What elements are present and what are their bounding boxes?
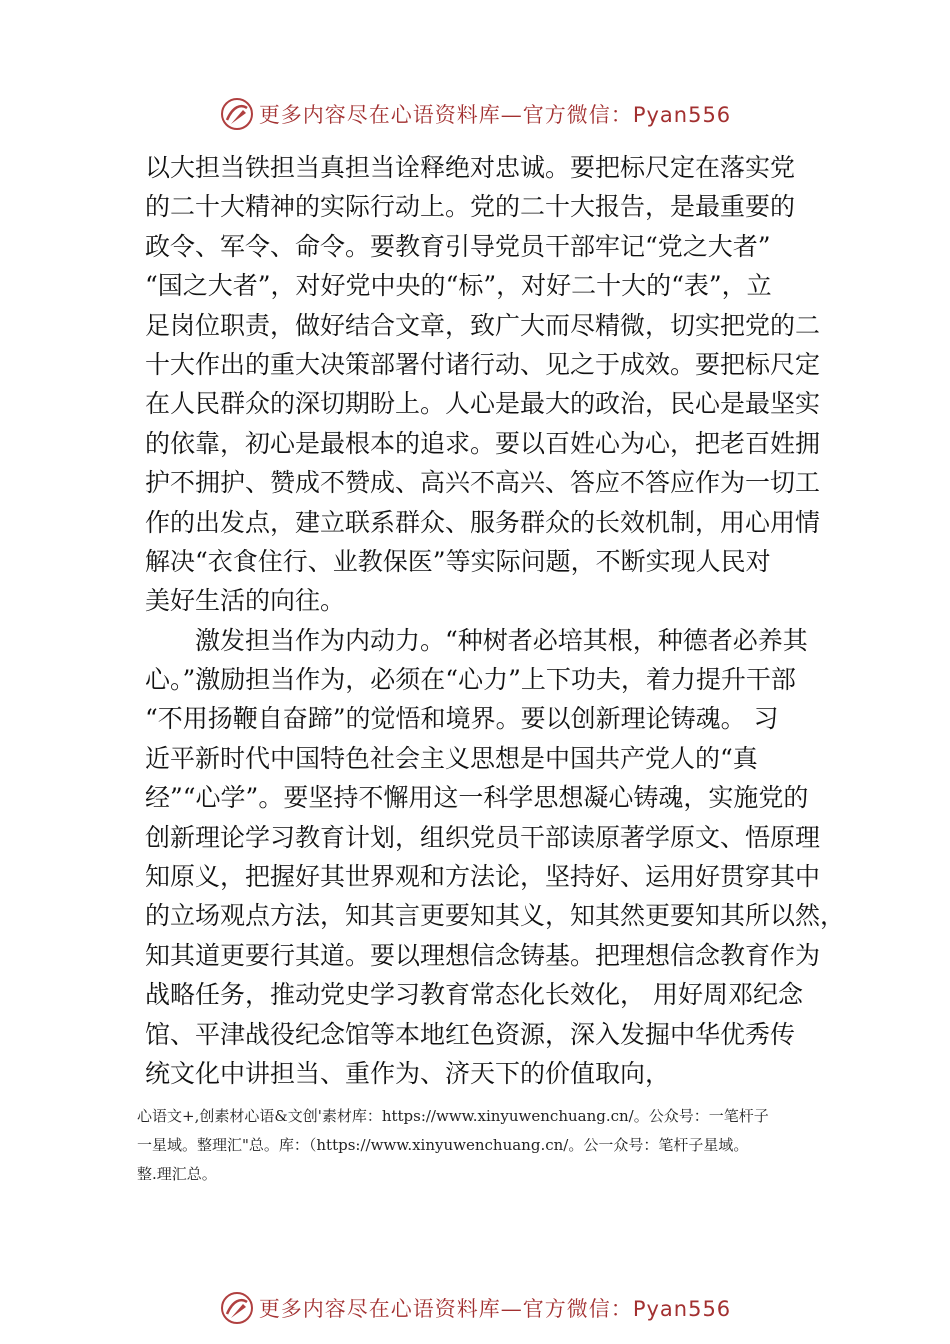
text-line: 激发担当作为内动力。“种树者必培其根，种德者必养其 bbox=[145, 625, 808, 655]
source-footer bbox=[137, 1102, 837, 1189]
text-line: 解决“衣食住行、业教保医”等实际问题，不断实现人民对 bbox=[145, 546, 771, 576]
text-line: “国之大者”，对好党中央的“标”，对好二十大的“表”，立 bbox=[145, 271, 772, 301]
text-line: “不用扬鞭自奋蹄”的觉悟和境界。要以创新理论铸魂。 习 bbox=[145, 704, 779, 734]
text-line: 美好生活的向往。 bbox=[145, 586, 346, 616]
text-line: 政令、军令、命令。要教育引导党员干部牢记“党之大者” bbox=[145, 231, 771, 261]
text-line: 足岗位职责，做好结合文章，致广大而尽精微，切实把党的二 bbox=[145, 310, 821, 340]
text-line: 知其道更要行其道。要以理想信念铸基。把理想信念教育作为 bbox=[145, 940, 821, 970]
text-line: 的二十大精神的实际行动上。党的二十大报告，是最重要的 bbox=[145, 192, 796, 222]
logo-icon bbox=[219, 96, 255, 132]
text-line: 心。”激励担当作为，必须在“心力”上下功夫，着力提升干部 bbox=[145, 665, 796, 695]
banner-label: 更多内容尽在心语资料库—官方微信： bbox=[258, 103, 633, 127]
text-line: 知原义，把握好其世界观和方法论，坚持好、运用好贯穿其中 bbox=[145, 862, 821, 892]
wechat-id: Pyan556 bbox=[632, 103, 732, 127]
text-line: 的依靠，初心是最根本的追求。要以百姓心为心，把老百姓拥 bbox=[145, 428, 821, 458]
text-line: 的立场观点方法，知其言更要知其义，知其然更要知其所以然， bbox=[145, 901, 846, 931]
text-line: 统文化中讲担当、重作为、济天下的价值取向， bbox=[145, 1058, 671, 1088]
text-line: 十大作出的重大决策部署付诸行动、见之于成效。要把标尺定 bbox=[145, 349, 821, 379]
footer-line: 一星域。整理汇"总。库：（https://www.xinyuwenchuang.cn/。公一众号：笔杆子星域。 bbox=[137, 1136, 749, 1154]
footer-line: 整.理汇总。 bbox=[137, 1165, 217, 1183]
footer-line: 心语文+,创素材心语&文创'素材库：https://www.xinyuwenchuang.cn/。公众号：一笔杆子 bbox=[137, 1107, 769, 1125]
text-line: 战略任务，推动党史学习教育常态化长效化， 用好周邓纪念 bbox=[145, 980, 803, 1010]
wechat-id: Pyan556 bbox=[632, 1297, 732, 1321]
banner-text bbox=[259, 1293, 731, 1323]
article-body bbox=[145, 148, 846, 1093]
header-banner bbox=[0, 94, 950, 134]
bottom-banner bbox=[0, 1288, 950, 1328]
text-line: 作的出发点，建立联系群众、服务群众的长效机制，用心用情 bbox=[145, 507, 821, 537]
text-line: 护不拥护、赞成不赞成、高兴不高兴、答应不答应作为一切工 bbox=[145, 468, 821, 498]
text-line: 经”“心学”。要坚持不懈用这一科学思想凝心铸魂，实施党的 bbox=[145, 783, 809, 813]
logo-icon bbox=[219, 1290, 255, 1326]
text-line: 创新理论学习教育计划，组织党员干部读原著学原文、悟原理 bbox=[145, 822, 821, 852]
text-line: 在人民群众的深切期盼上。人心是最大的政治，民心是最坚实 bbox=[145, 389, 821, 419]
banner-text bbox=[259, 99, 731, 129]
text-line: 以大担当铁担当真担当诠释绝对忠诚。要把标尺定在落实党 bbox=[145, 153, 796, 182]
banner-label: 更多内容尽在心语资料库—官方微信： bbox=[258, 1297, 633, 1321]
text-line: 馆、平津战役纪念馆等本地红色资源，深入发掘中华优秀传 bbox=[145, 1019, 796, 1049]
text-line: 近平新时代中国特色社会主义思想是中国共产党人的“真 bbox=[145, 743, 758, 773]
